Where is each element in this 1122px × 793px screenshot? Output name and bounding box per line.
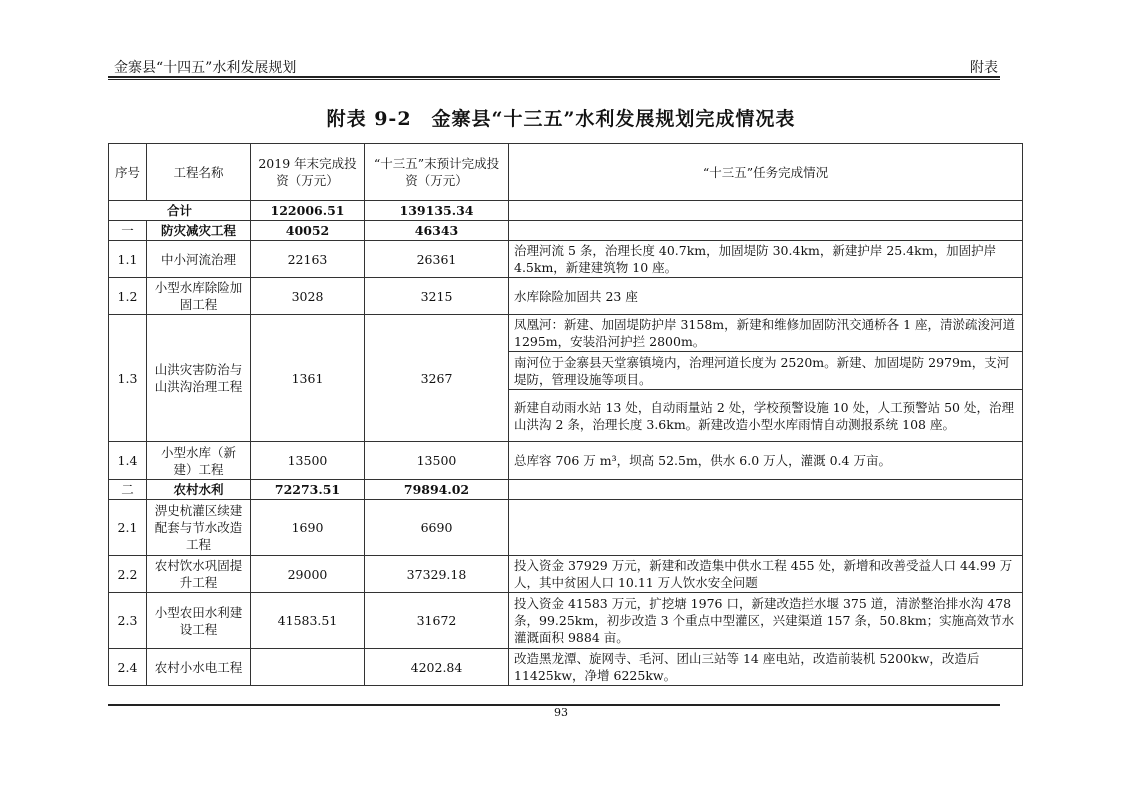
row-inv135: 37329.18 bbox=[365, 556, 509, 593]
row-inv135: 3215 bbox=[365, 278, 509, 315]
row-status-part: 凤凰河：新建、加固堤防护岸 3158m，新建和维修加固防汛交通桥各 1 座，清淤疏浚河道 1295m，安装沿河护拦 2800m。 bbox=[509, 315, 1023, 352]
col-header-name: 工程名称 bbox=[147, 144, 251, 201]
row-inv2019: 1361 bbox=[251, 315, 365, 442]
table-row-section bbox=[109, 221, 1023, 241]
table-row bbox=[109, 278, 1023, 315]
row-inv2019: 72273.51 bbox=[251, 480, 365, 500]
running-header-title: 金寨县“十四五”水利发展规划 bbox=[114, 60, 297, 76]
col-header-status: “十三五”任务完成情况 bbox=[509, 144, 1023, 201]
table-row bbox=[109, 442, 1023, 480]
row-name: 山洪灾害防治与山洪沟治理工程 bbox=[147, 315, 251, 442]
table-row bbox=[109, 556, 1023, 593]
row-inv2019: 29000 bbox=[251, 556, 365, 593]
row-name: 中小河流治理 bbox=[147, 241, 251, 278]
row-inv135: 46343 bbox=[365, 221, 509, 241]
col-header-inv135: “十三五”末预计完成投资（万元） bbox=[365, 144, 509, 201]
table-row-section bbox=[109, 480, 1023, 500]
row-no: 2.1 bbox=[109, 500, 147, 556]
row-status: 水库除险加固共 23 座 bbox=[509, 278, 1023, 315]
total-inv2019: 122006.51 bbox=[251, 201, 365, 221]
row-inv135: 6690 bbox=[365, 500, 509, 556]
row-inv135: 13500 bbox=[365, 442, 509, 480]
row-inv2019: 40052 bbox=[251, 221, 365, 241]
row-no: 1.2 bbox=[109, 278, 147, 315]
row-no: 1.1 bbox=[109, 241, 147, 278]
row-inv2019 bbox=[251, 649, 365, 686]
row-inv2019: 22163 bbox=[251, 241, 365, 278]
col-header-no: 序号 bbox=[109, 144, 147, 201]
row-status bbox=[509, 221, 1023, 241]
row-status-part: 新建自动雨水站 13 处，自动雨量站 2 处，学校预警设施 10 处，人工预警站 50 处，治理山洪沟 2 条，治理长度 3.6km。新建改造小型水库雨情自动测报系统 108 座。 bbox=[509, 390, 1023, 442]
row-inv135: 79894.02 bbox=[365, 480, 509, 500]
table-header-row bbox=[109, 144, 1023, 201]
table-row bbox=[109, 500, 1023, 556]
row-inv135: 3267 bbox=[365, 315, 509, 442]
row-name: 农村水利 bbox=[147, 480, 251, 500]
total-status bbox=[509, 201, 1023, 221]
total-inv135: 139135.34 bbox=[365, 201, 509, 221]
table-row bbox=[109, 241, 1023, 278]
total-label: 合计 bbox=[109, 201, 251, 221]
row-name: 农村饮水巩固提升工程 bbox=[147, 556, 251, 593]
row-status: 改造黑龙潭、旋网寺、毛河、团山三站等 14 座电站，改造前装机 5200kw，改造后 11425kw，净增 6225kw。 bbox=[509, 649, 1023, 686]
table-row bbox=[109, 649, 1023, 686]
row-no: 2.3 bbox=[109, 593, 147, 649]
table-title: 附表 9-2 金寨县“十三五”水利发展规划完成情况表 bbox=[326, 108, 796, 130]
page-number: 93 bbox=[554, 706, 568, 719]
row-status: 投入资金 37929 万元，新建和改造集中供水工程 455 处，新增和改善受益人口 44.99 万人，其中贫困人口 10.11 万人饮水安全问题 bbox=[509, 556, 1023, 593]
row-status bbox=[509, 480, 1023, 500]
row-inv135: 26361 bbox=[365, 241, 509, 278]
completion-table bbox=[108, 143, 1023, 686]
col-header-inv2019: 2019 年末完成投资（万元） bbox=[251, 144, 365, 201]
header-rule-thin bbox=[108, 79, 1000, 80]
row-inv2019: 3028 bbox=[251, 278, 365, 315]
row-inv135: 31672 bbox=[365, 593, 509, 649]
row-inv2019: 41583.51 bbox=[251, 593, 365, 649]
row-inv2019: 1690 bbox=[251, 500, 365, 556]
running-header-section: 附表 bbox=[970, 60, 998, 76]
row-name: 小型农田水利建设工程 bbox=[147, 593, 251, 649]
header-rule bbox=[108, 76, 1000, 78]
row-inv135: 4202.84 bbox=[365, 649, 509, 686]
row-name: 小型水库（新建）工程 bbox=[147, 442, 251, 480]
table-row bbox=[109, 315, 1023, 352]
row-name: 小型水库除险加固工程 bbox=[147, 278, 251, 315]
row-status: 投入资金 41583 万元，扩挖塘 1976 口，新建改造拦水堰 375 道，清淤整治排水沟 478 条，99.25km，初步改造 3 个重点中型灌区，兴建渠道 157 条，50.8km；实施高效节水灌溉面积 9884 亩。 bbox=[509, 593, 1023, 649]
row-no: 1.4 bbox=[109, 442, 147, 480]
row-status bbox=[509, 500, 1023, 556]
row-inv2019: 13500 bbox=[251, 442, 365, 480]
row-status: 治理河流 5 条，治理长度 40.7km，加固堤防 30.4km，新建护岸 25.4km，加固护岸 4.5km，新建建筑物 10 座。 bbox=[509, 241, 1023, 278]
row-status-part: 南河位于金寨县天堂寨镇境内，治理河道长度为 2520m。新建、加固堤防 2979m，支河堤防，管理设施等项目。 bbox=[509, 352, 1023, 390]
row-no: 1.3 bbox=[109, 315, 147, 442]
table-row-total bbox=[109, 201, 1023, 221]
row-name: 淠史杭灌区续建配套与节水改造工程 bbox=[147, 500, 251, 556]
row-status: 总库容 706 万 m³，坝高 52.5m，供水 6.0 万人，灌溉 0.4 万亩。 bbox=[509, 442, 1023, 480]
row-no: 2.2 bbox=[109, 556, 147, 593]
row-no: 一 bbox=[109, 221, 147, 241]
row-name: 农村小水电工程 bbox=[147, 649, 251, 686]
row-no: 二 bbox=[109, 480, 147, 500]
row-name: 防灾减灾工程 bbox=[147, 221, 251, 241]
table-row bbox=[109, 593, 1023, 649]
row-no: 2.4 bbox=[109, 649, 147, 686]
